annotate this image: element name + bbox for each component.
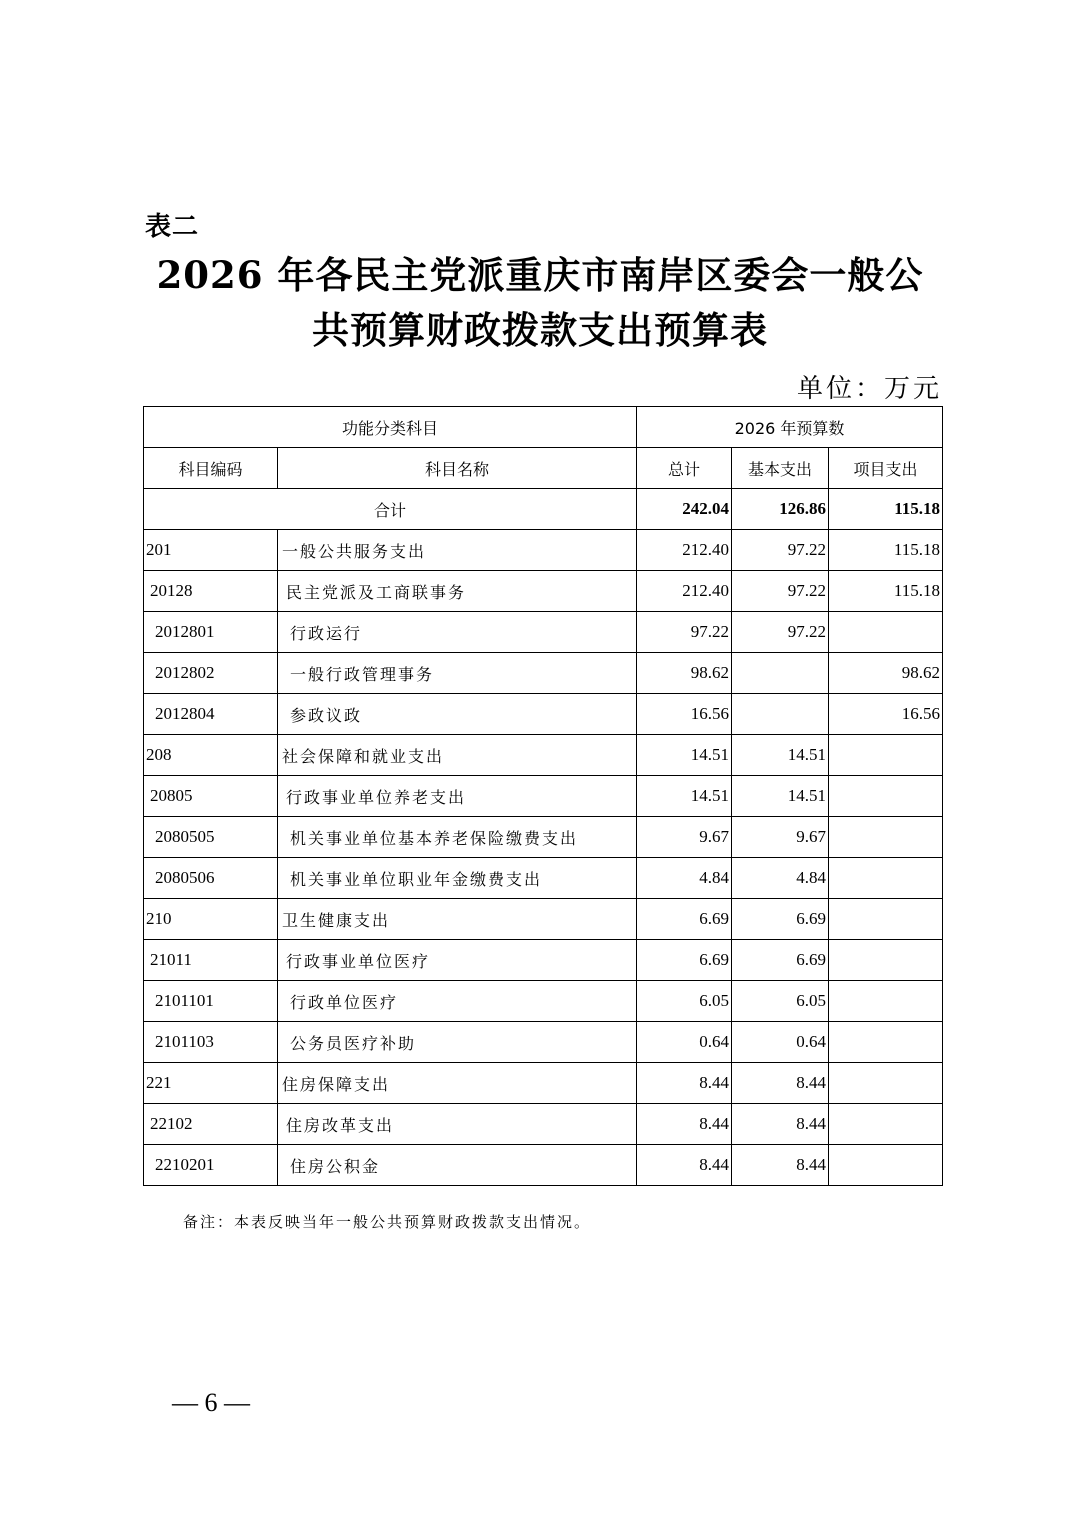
footnote: 备注：本表反映当年一般公共预算财政拨款支出情况。 bbox=[183, 1213, 592, 1231]
row-basic: 97.22 bbox=[732, 571, 829, 612]
row-project: 98.62 bbox=[829, 653, 943, 694]
table-row bbox=[144, 571, 943, 612]
row-code: 221 bbox=[144, 1063, 278, 1104]
row-basic: 4.84 bbox=[732, 858, 829, 899]
table-row bbox=[144, 653, 943, 694]
row-basic: 8.44 bbox=[732, 1104, 829, 1145]
row-project bbox=[829, 981, 943, 1022]
row-code: 2080506 bbox=[144, 858, 278, 899]
header-group-row bbox=[144, 407, 943, 448]
row-total: 9.67 bbox=[637, 817, 732, 858]
table-row bbox=[144, 694, 943, 735]
table-row bbox=[144, 776, 943, 817]
total-row bbox=[144, 489, 943, 530]
row-total: 97.22 bbox=[637, 612, 732, 653]
header-code: 科目编码 bbox=[144, 448, 278, 489]
row-project bbox=[829, 1104, 943, 1145]
row-code: 2012801 bbox=[144, 612, 278, 653]
row-total: 14.51 bbox=[637, 776, 732, 817]
header-name: 科目名称 bbox=[278, 448, 637, 489]
row-code: 2012802 bbox=[144, 653, 278, 694]
row-project bbox=[829, 899, 943, 940]
row-basic: 8.44 bbox=[732, 1063, 829, 1104]
total-project: 115.18 bbox=[829, 489, 943, 530]
total-basic: 126.86 bbox=[732, 489, 829, 530]
row-total: 212.40 bbox=[637, 571, 732, 612]
row-project bbox=[829, 1022, 943, 1063]
table-row bbox=[144, 817, 943, 858]
row-basic: 6.69 bbox=[732, 940, 829, 981]
header-basic: 基本支出 bbox=[732, 448, 829, 489]
row-code: 2101103 bbox=[144, 1022, 278, 1063]
row-total: 6.69 bbox=[637, 899, 732, 940]
table-row bbox=[144, 1022, 943, 1063]
page-title-line2: 共预算财政拨款支出预算表 bbox=[312, 308, 768, 352]
row-name: 机关事业单位基本养老保险缴费支出 bbox=[278, 817, 637, 858]
page-title-line1: 2026 年各民主党派重庆市南岸区委会一般公 bbox=[156, 253, 924, 297]
row-project: 115.18 bbox=[829, 571, 943, 612]
row-name: 机关事业单位职业年金缴费支出 bbox=[278, 858, 637, 899]
row-basic bbox=[732, 653, 829, 694]
header-budget-year: 2026 年预算数 bbox=[637, 407, 943, 448]
row-name: 公务员医疗补助 bbox=[278, 1022, 637, 1063]
row-name: 卫生健康支出 bbox=[278, 899, 637, 940]
row-code: 201 bbox=[144, 530, 278, 571]
table-row bbox=[144, 858, 943, 899]
row-project bbox=[829, 1145, 943, 1186]
row-code: 2210201 bbox=[144, 1145, 278, 1186]
row-project bbox=[829, 940, 943, 981]
row-total: 0.64 bbox=[637, 1022, 732, 1063]
table-row bbox=[144, 1063, 943, 1104]
row-name: 参政议政 bbox=[278, 694, 637, 735]
unit-label: 单位：万元 bbox=[796, 374, 942, 404]
row-code: 21011 bbox=[144, 940, 278, 981]
row-basic bbox=[732, 694, 829, 735]
row-project: 115.18 bbox=[829, 530, 943, 571]
row-code: 2080505 bbox=[144, 817, 278, 858]
row-project bbox=[829, 612, 943, 653]
table-row bbox=[144, 735, 943, 776]
row-name: 一般行政管理事务 bbox=[278, 653, 637, 694]
row-name: 住房公积金 bbox=[278, 1145, 637, 1186]
row-project bbox=[829, 817, 943, 858]
row-code: 210 bbox=[144, 899, 278, 940]
row-basic: 6.05 bbox=[732, 981, 829, 1022]
row-project bbox=[829, 1063, 943, 1104]
row-project bbox=[829, 776, 943, 817]
table-row bbox=[144, 530, 943, 571]
total-total: 242.04 bbox=[637, 489, 732, 530]
table-row bbox=[144, 899, 943, 940]
table-label: 表二 bbox=[145, 212, 200, 242]
row-name: 民主党派及工商联事务 bbox=[278, 571, 637, 612]
header-column-row bbox=[144, 448, 943, 489]
row-total: 212.40 bbox=[637, 530, 732, 571]
row-total: 8.44 bbox=[637, 1063, 732, 1104]
header-project: 项目支出 bbox=[829, 448, 943, 489]
table-row bbox=[144, 940, 943, 981]
row-basic: 6.69 bbox=[732, 899, 829, 940]
header-total: 总计 bbox=[637, 448, 732, 489]
row-name: 住房保障支出 bbox=[278, 1063, 637, 1104]
table-row bbox=[144, 1104, 943, 1145]
row-basic: 97.22 bbox=[732, 530, 829, 571]
table-row bbox=[144, 612, 943, 653]
row-basic: 8.44 bbox=[732, 1145, 829, 1186]
row-name: 行政事业单位医疗 bbox=[278, 940, 637, 981]
row-code: 208 bbox=[144, 735, 278, 776]
row-code: 2101101 bbox=[144, 981, 278, 1022]
row-code: 22102 bbox=[144, 1104, 278, 1145]
row-name: 行政单位医疗 bbox=[278, 981, 637, 1022]
row-total: 98.62 bbox=[637, 653, 732, 694]
row-code: 2012804 bbox=[144, 694, 278, 735]
row-name: 行政事业单位养老支出 bbox=[278, 776, 637, 817]
row-basic: 0.64 bbox=[732, 1022, 829, 1063]
row-total: 8.44 bbox=[637, 1145, 732, 1186]
row-total: 4.84 bbox=[637, 858, 732, 899]
row-total: 6.05 bbox=[637, 981, 732, 1022]
row-project bbox=[829, 858, 943, 899]
row-name: 住房改革支出 bbox=[278, 1104, 637, 1145]
row-total: 6.69 bbox=[637, 940, 732, 981]
row-basic: 9.67 bbox=[732, 817, 829, 858]
row-basic: 14.51 bbox=[732, 776, 829, 817]
row-code: 20128 bbox=[144, 571, 278, 612]
row-basic: 97.22 bbox=[732, 612, 829, 653]
row-project: 16.56 bbox=[829, 694, 943, 735]
row-project bbox=[829, 735, 943, 776]
row-name: 一般公共服务支出 bbox=[278, 530, 637, 571]
page-number: — 6 — bbox=[172, 1388, 250, 1417]
row-total: 16.56 bbox=[637, 694, 732, 735]
budget-table bbox=[143, 406, 943, 1186]
row-name: 行政运行 bbox=[278, 612, 637, 653]
total-label: 合计 bbox=[144, 489, 637, 530]
row-total: 8.44 bbox=[637, 1104, 732, 1145]
table-row bbox=[144, 981, 943, 1022]
row-name: 社会保障和就业支出 bbox=[278, 735, 637, 776]
row-basic: 14.51 bbox=[732, 735, 829, 776]
row-total: 14.51 bbox=[637, 735, 732, 776]
table-row bbox=[144, 1145, 943, 1186]
row-code: 20805 bbox=[144, 776, 278, 817]
header-function-category: 功能分类科目 bbox=[144, 407, 637, 448]
